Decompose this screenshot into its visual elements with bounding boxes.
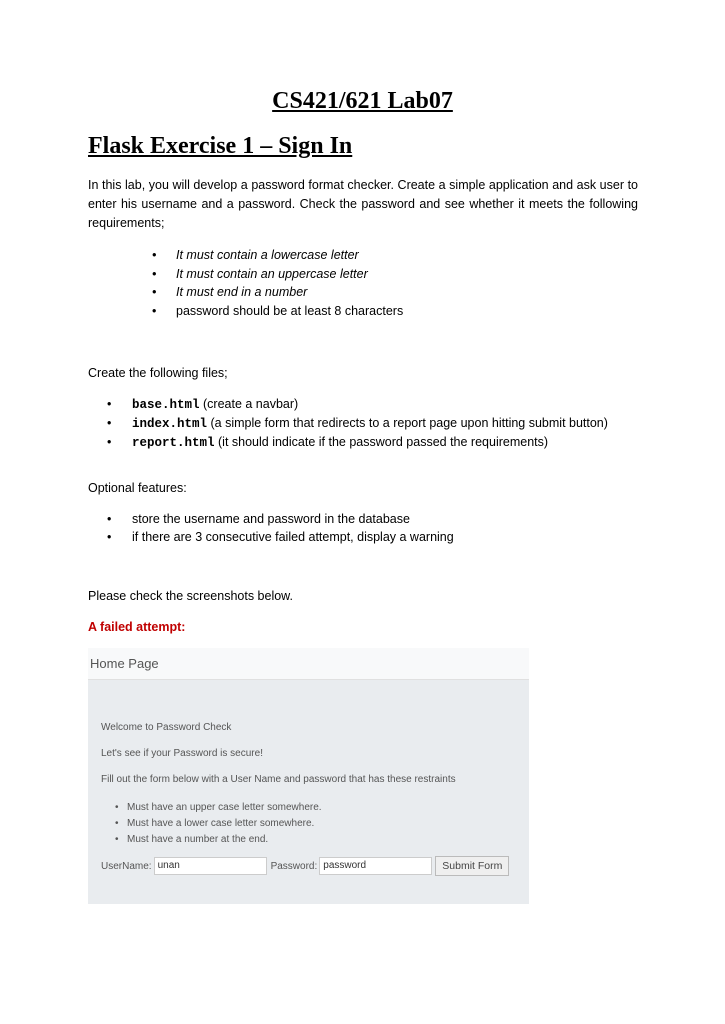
screenshot-panel: [88, 648, 529, 904]
list-item: • password should be at least 8 characters: [152, 303, 404, 318]
list-item: • base.html (create a navbar): [107, 397, 299, 412]
intro-paragraph: In this lab, you will develop a password format checker. Create a simple application and ask user to enter his username and a password. Check the password and see whether it meets the following requirements;: [88, 178, 638, 230]
create-files-label: Create the following files;: [88, 366, 228, 380]
list-item: • It must contain an uppercase letter: [152, 266, 368, 281]
instructions-text: Fill out the form below with a User Name and password that has these restraints: [101, 774, 456, 785]
document-title: CS421/621 Lab07: [272, 88, 453, 114]
username-field[interactable]: unan: [154, 857, 267, 875]
section-title: Flask Exercise 1 – Sign In: [88, 133, 353, 159]
failed-attempt-label: A failed attempt:: [88, 620, 186, 634]
requirements-list: [152, 246, 403, 320]
list-item: • index.html (a simple form that redirects to a report page upon hitting submit button): [107, 416, 608, 431]
optional-list: [107, 510, 454, 546]
list-item: • Must have a lower case letter somewhere.: [115, 818, 315, 829]
login-form: [101, 856, 509, 876]
files-list: [107, 395, 608, 452]
file-name: report.html: [132, 436, 215, 450]
screenshots-note: Please check the screenshots below.: [88, 589, 293, 603]
password-field[interactable]: password: [319, 857, 432, 875]
navbar: [88, 648, 529, 680]
secure-text: Let's see if your Password is secure!: [101, 748, 263, 759]
list-item: • Must have an upper case letter somewhere.: [115, 802, 322, 813]
file-name: base.html: [132, 398, 200, 412]
rules-list: [101, 800, 322, 848]
list-item: • It must contain a lowercase letter: [152, 248, 359, 262]
optional-features-label: Optional features:: [88, 481, 187, 495]
welcome-text: Welcome to Password Check: [101, 722, 232, 733]
list-item: • It must end in a number: [152, 285, 308, 299]
list-item: • store the username and password in the database: [107, 512, 410, 526]
list-item: • if there are 3 consecutive failed attempt, display a warning: [107, 530, 454, 544]
file-name: index.html: [132, 417, 208, 431]
username-label: UserName:: [101, 860, 152, 872]
list-item: • Must have a number at the end.: [115, 834, 269, 845]
list-item: • report.html (it should indicate if the password passed the requirements): [107, 435, 549, 450]
submit-form-button[interactable]: Submit Form: [435, 856, 509, 876]
password-label: Password:: [270, 860, 318, 872]
navbar-title[interactable]: Home Page: [90, 656, 159, 671]
